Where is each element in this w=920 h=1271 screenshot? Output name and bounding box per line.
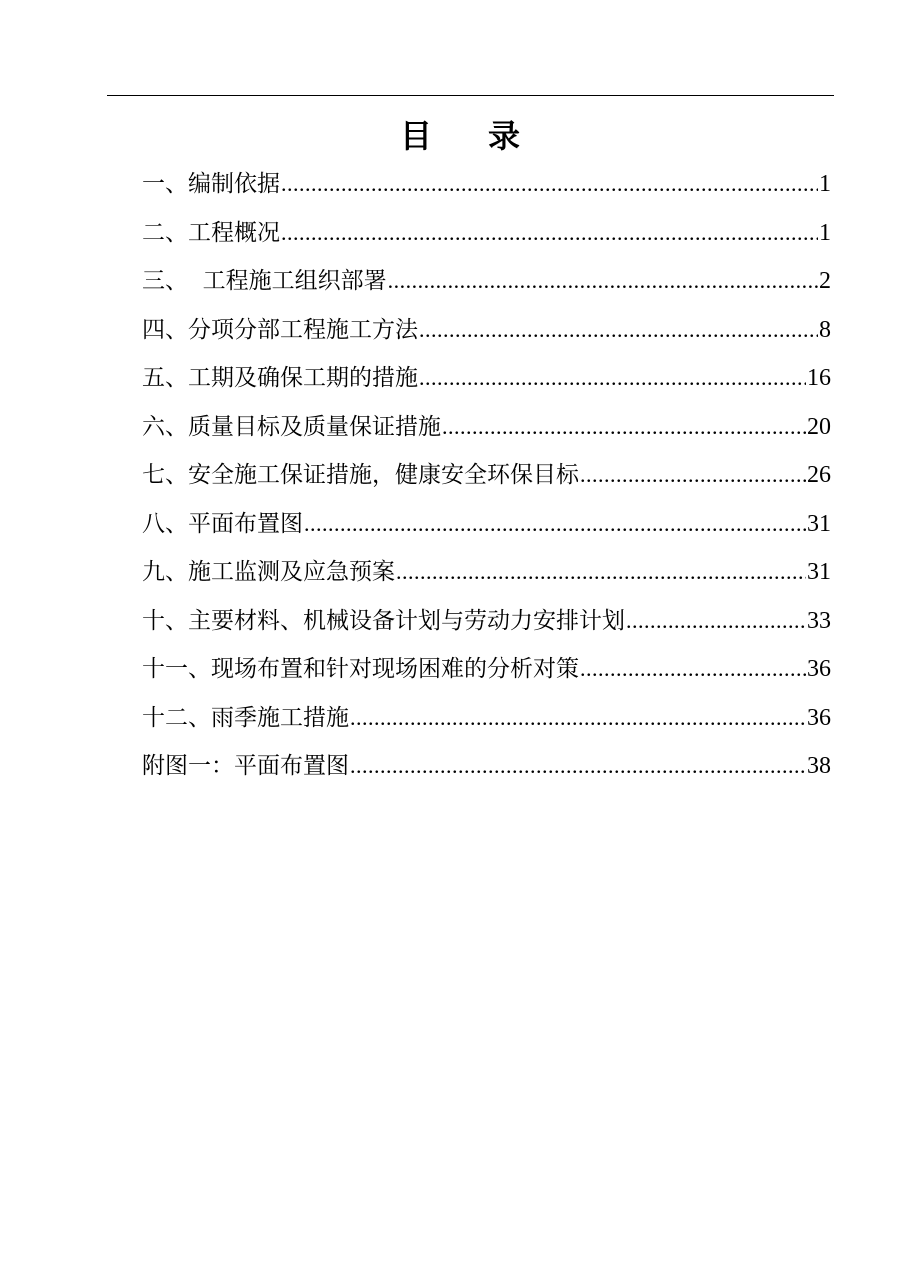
toc-entry-page: 31: [807, 510, 831, 537]
toc-entry-label: 十二、雨季施工措施: [142, 704, 349, 731]
toc-leader-dots: [419, 306, 818, 355]
toc-entry-page: 36: [807, 656, 831, 682]
toc-entry-label: 十一、现场布置和针对现场困难的分析对策: [142, 656, 579, 682]
toc-entry[interactable]: [142, 597, 831, 646]
title-char-1: 目: [399, 117, 432, 155]
toc-leader-dots: [281, 209, 818, 258]
toc-entry[interactable]: [142, 500, 831, 549]
toc-entry-label: 一、编制依据: [142, 171, 280, 197]
toc-entry-page: 36: [807, 704, 831, 731]
toc-entry-page: 38: [807, 753, 831, 779]
toc-entry[interactable]: [142, 548, 831, 597]
toc-entry[interactable]: [142, 451, 831, 500]
toc-entry-page: 33: [807, 607, 831, 634]
toc-entry[interactable]: [142, 354, 831, 403]
toc-entry-page: 16: [807, 365, 831, 391]
toc-entry[interactable]: [142, 645, 831, 694]
page-title: [0, 114, 920, 158]
toc-entry-page: 8: [819, 316, 831, 343]
toc-leader-dots: [388, 257, 818, 306]
header-rule: [107, 95, 834, 96]
toc-entry-label: 二、工程概况: [142, 219, 280, 246]
toc-entry-label: 附图一：平面布置图: [142, 753, 349, 779]
title-char-2: 录: [488, 117, 521, 155]
toc-leader-dots: [304, 500, 806, 549]
toc-entry-label: 三、 工程施工组织部署: [142, 268, 387, 294]
toc-leader-dots: [419, 354, 806, 403]
toc-leader-dots: [396, 548, 806, 597]
toc-entry-page: 1: [819, 219, 831, 246]
toc-entry[interactable]: [142, 306, 831, 355]
toc-entry-label: 十、主要材料、机械设备计划与劳动力安排计划: [142, 607, 625, 634]
toc-leader-dots: [442, 403, 806, 452]
table-of-contents: [142, 160, 831, 791]
toc-leader-dots: [626, 597, 806, 646]
toc-leader-dots: [281, 160, 818, 209]
toc-entry[interactable]: [142, 160, 831, 209]
toc-entry[interactable]: [142, 694, 831, 743]
toc-entry-label: 四、分项分部工程施工方法: [142, 316, 418, 343]
toc-entry-label: 九、施工监测及应急预案: [142, 559, 395, 585]
toc-entry-page: 1: [819, 171, 831, 197]
toc-entry-page: 26: [807, 462, 831, 488]
toc-leader-dots: [350, 742, 806, 791]
toc-entry[interactable]: [142, 742, 831, 791]
toc-entry[interactable]: [142, 209, 831, 258]
toc-entry-page: 31: [807, 559, 831, 585]
toc-entry-page: 20: [807, 413, 831, 440]
toc-entry[interactable]: [142, 403, 831, 452]
toc-leader-dots: [350, 694, 806, 743]
toc-entry-page: 2: [819, 268, 831, 294]
toc-entry-label: 八、平面布置图: [142, 510, 303, 537]
toc-entry-label: 七、安全施工保证措施，健康安全环保目标: [142, 462, 579, 488]
toc-entry-label: 六、质量目标及质量保证措施: [142, 413, 441, 440]
toc-entry[interactable]: [142, 257, 831, 306]
toc-leader-dots: [580, 451, 806, 500]
toc-leader-dots: [580, 645, 806, 694]
toc-entry-label: 五、工期及确保工期的措施: [142, 365, 418, 391]
